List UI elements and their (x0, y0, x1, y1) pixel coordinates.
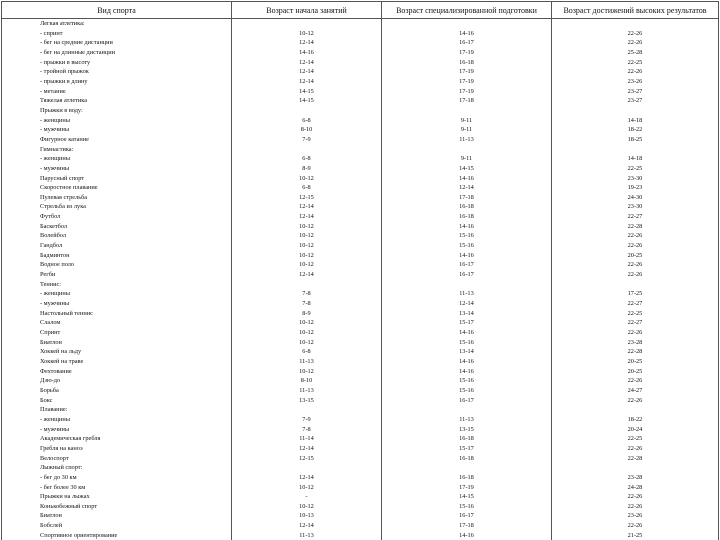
cell-start-age: 13-15 (232, 396, 382, 406)
cell-specialization-age (382, 463, 552, 473)
table-row (2, 106, 719, 116)
table-row (2, 145, 719, 155)
table-row (2, 357, 719, 367)
cell-sport: Теннис: (2, 280, 232, 290)
cell-specialization-age: 12-14 (382, 183, 552, 193)
cell-start-age: 10-12 (232, 174, 382, 184)
table-row (2, 511, 719, 521)
cell-specialization-age (382, 405, 552, 415)
cell-specialization-age: 14-16 (382, 357, 552, 367)
table-row (2, 473, 719, 483)
cell-sport: Гимнастика: (2, 145, 232, 155)
cell-specialization-age: 16-18 (382, 454, 552, 464)
cell-sport: Пулевая стрельба (2, 193, 232, 203)
cell-peak-age: 22-25 (552, 164, 719, 174)
cell-specialization-age (382, 106, 552, 116)
cell-sport: Лыжный спорт: (2, 463, 232, 473)
table-row (2, 19, 719, 29)
cell-sport: Борьба (2, 386, 232, 396)
cell-sport: Тяжелая атлетика (2, 96, 232, 106)
table-row (2, 463, 719, 473)
cell-start-age: 12-14 (232, 270, 382, 280)
cell-peak-age: 24-28 (552, 483, 719, 493)
cell-specialization-age: 15-17 (382, 318, 552, 328)
cell-specialization-age: 16-17 (382, 396, 552, 406)
cell-peak-age: 20-25 (552, 357, 719, 367)
table-row (2, 483, 719, 493)
cell-peak-age: 23-26 (552, 511, 719, 521)
cell-start-age: 12-14 (232, 77, 382, 87)
cell-peak-age: 22-25 (552, 434, 719, 444)
cell-start-age: 6-8 (232, 347, 382, 357)
cell-specialization-age: 14-16 (382, 367, 552, 377)
cell-sport: Бокс (2, 396, 232, 406)
cell-sport: - бег более 30 км (2, 483, 232, 493)
header-start-age: Возраст начала занятий (232, 2, 382, 19)
cell-peak-age: 23-27 (552, 96, 719, 106)
cell-start-age: 12-14 (232, 212, 382, 222)
header-specialization-age: Возраст специализированной подготовки (382, 2, 552, 19)
cell-sport: - мужчины (2, 125, 232, 135)
cell-peak-age: 22-26 (552, 29, 719, 39)
cell-specialization-age: 13-14 (382, 347, 552, 357)
cell-start-age (232, 280, 382, 290)
cell-peak-age: 22-26 (552, 241, 719, 251)
cell-sport: Волейбол (2, 231, 232, 241)
cell-sport: - мужчины (2, 299, 232, 309)
cell-start-age: 12-15 (232, 193, 382, 203)
table-row (2, 231, 719, 241)
cell-specialization-age: 11-13 (382, 289, 552, 299)
cell-start-age: 11-13 (232, 531, 382, 540)
cell-sport: - тройной прыжок (2, 67, 232, 77)
cell-sport: Фехтование (2, 367, 232, 377)
cell-specialization-age: 14-16 (382, 328, 552, 338)
cell-peak-age: 22-27 (552, 318, 719, 328)
cell-sport: Биатлон (2, 338, 232, 348)
cell-start-age: 12-14 (232, 521, 382, 531)
cell-sport: Велоспорт (2, 454, 232, 464)
cell-sport: Регби (2, 270, 232, 280)
cell-specialization-age: 16-18 (382, 434, 552, 444)
cell-specialization-age: 14-16 (382, 251, 552, 261)
cell-start-age: 10-12 (232, 483, 382, 493)
table-row (2, 270, 719, 280)
cell-start-age (232, 145, 382, 155)
table-row (2, 251, 719, 261)
cell-sport: Прыжки в воду: (2, 106, 232, 116)
cell-peak-age: 22-26 (552, 38, 719, 48)
table-row (2, 318, 719, 328)
header-sport: Вид спорта (2, 2, 232, 19)
cell-sport: Хоккей на льду (2, 347, 232, 357)
table-row (2, 212, 719, 222)
cell-peak-age: 22-25 (552, 309, 719, 319)
table-row (2, 502, 719, 512)
table-row (2, 328, 719, 338)
table-row (2, 125, 719, 135)
table-row (2, 154, 719, 164)
cell-specialization-age: 14-16 (382, 531, 552, 540)
table-row (2, 77, 719, 87)
cell-peak-age: 22-28 (552, 454, 719, 464)
cell-sport: Академическая гребля (2, 434, 232, 444)
cell-peak-age: 22-28 (552, 347, 719, 357)
cell-peak-age: 22-26 (552, 67, 719, 77)
cell-specialization-age: 13-14 (382, 309, 552, 319)
table-row (2, 492, 719, 502)
table-row (2, 87, 719, 97)
cell-start-age: 12-14 (232, 444, 382, 454)
cell-sport: Легкая атлетика: (2, 19, 232, 29)
cell-sport: Настольный теннис (2, 309, 232, 319)
cell-peak-age: 22-26 (552, 521, 719, 531)
cell-specialization-age: 9-11 (382, 125, 552, 135)
cell-sport: Стрельба из лука (2, 202, 232, 212)
cell-specialization-age: 16-17 (382, 270, 552, 280)
cell-sport: Гребля на каноэ (2, 444, 232, 454)
cell-sport: Гандбол (2, 241, 232, 251)
table-row (2, 309, 719, 319)
table-row (2, 338, 719, 348)
cell-sport: - мужчины (2, 164, 232, 174)
table-row (2, 116, 719, 126)
table-row (2, 367, 719, 377)
cell-sport: Скоростное плавание (2, 183, 232, 193)
table-row (2, 531, 719, 540)
table-row (2, 454, 719, 464)
table-row (2, 174, 719, 184)
cell-peak-age: 23-27 (552, 87, 719, 97)
cell-start-age: 14-15 (232, 87, 382, 97)
cell-start-age: 12-14 (232, 38, 382, 48)
cell-peak-age: 20-24 (552, 425, 719, 435)
cell-sport: Плавание: (2, 405, 232, 415)
table-row (2, 299, 719, 309)
cell-peak-age: 23-28 (552, 338, 719, 348)
table-row (2, 67, 719, 77)
cell-start-age: 14-15 (232, 96, 382, 106)
cell-sport: Спринт (2, 328, 232, 338)
cell-sport: - женщины (2, 154, 232, 164)
cell-specialization-age: 16-17 (382, 38, 552, 48)
cell-start-age: 6-8 (232, 116, 382, 126)
table-row (2, 444, 719, 454)
table-body (2, 19, 719, 540)
cell-start-age: 8-10 (232, 125, 382, 135)
cell-specialization-age: 13-15 (382, 425, 552, 435)
cell-peak-age: 22-26 (552, 231, 719, 241)
table-row (2, 193, 719, 203)
cell-specialization-age: 17-18 (382, 96, 552, 106)
table-row (2, 376, 719, 386)
cell-specialization-age: 14-16 (382, 174, 552, 184)
table-row (2, 260, 719, 270)
cell-sport: - бег на средние дистанции (2, 38, 232, 48)
cell-specialization-age: 9-11 (382, 116, 552, 126)
cell-specialization-age: 16-18 (382, 58, 552, 68)
cell-start-age: 10-12 (232, 241, 382, 251)
cell-peak-age: 22-27 (552, 212, 719, 222)
table-row (2, 289, 719, 299)
cell-start-age (232, 463, 382, 473)
cell-peak-age: 20-25 (552, 251, 719, 261)
cell-start-age: 8-9 (232, 309, 382, 319)
cell-start-age: 7-8 (232, 289, 382, 299)
cell-sport: Спортивное ориентирование (2, 531, 232, 540)
cell-start-age: 10-12 (232, 222, 382, 232)
cell-specialization-age: 17-19 (382, 67, 552, 77)
cell-specialization-age: 16-17 (382, 260, 552, 270)
cell-sport: Хоккей на траве (2, 357, 232, 367)
cell-specialization-age: 12-14 (382, 299, 552, 309)
table-row (2, 280, 719, 290)
cell-peak-age: 17-25 (552, 289, 719, 299)
cell-specialization-age: 9-11 (382, 154, 552, 164)
table-row (2, 58, 719, 68)
cell-start-age: 12-14 (232, 473, 382, 483)
table-row (2, 405, 719, 415)
table-row (2, 38, 719, 48)
cell-start-age: 10-12 (232, 318, 382, 328)
cell-specialization-age (382, 19, 552, 29)
cell-start-age: 11-14 (232, 434, 382, 444)
cell-start-age: 12-14 (232, 67, 382, 77)
cell-start-age: 6-8 (232, 154, 382, 164)
cell-sport: Футбол (2, 212, 232, 222)
cell-peak-age: 23-30 (552, 174, 719, 184)
cell-peak-age: 21-25 (552, 531, 719, 540)
cell-peak-age (552, 405, 719, 415)
cell-sport: Баскетбол (2, 222, 232, 232)
cell-specialization-age: 15-16 (382, 338, 552, 348)
cell-sport: Дзю-до (2, 376, 232, 386)
cell-start-age (232, 106, 382, 116)
cell-start-age: 12-14 (232, 202, 382, 212)
cell-sport: Конькобежный спорт (2, 502, 232, 512)
cell-peak-age: 22-25 (552, 58, 719, 68)
cell-start-age (232, 19, 382, 29)
cell-specialization-age: 15-16 (382, 376, 552, 386)
cell-peak-age: 23-26 (552, 77, 719, 87)
cell-peak-age: 22-26 (552, 270, 719, 280)
cell-start-age: 10-12 (232, 260, 382, 270)
cell-sport: Бадминтон (2, 251, 232, 261)
cell-peak-age: 14-18 (552, 116, 719, 126)
cell-peak-age: 25-28 (552, 48, 719, 58)
cell-peak-age (552, 106, 719, 116)
cell-start-age: 10-12 (232, 328, 382, 338)
header-peak-age: Возраст достижений высоких результатов (552, 2, 719, 19)
cell-specialization-age: 16-17 (382, 511, 552, 521)
cell-specialization-age: 16-18 (382, 212, 552, 222)
cell-peak-age: 23-30 (552, 202, 719, 212)
table-row (2, 48, 719, 58)
cell-peak-age: 22-26 (552, 396, 719, 406)
cell-sport: Биатлон (2, 511, 232, 521)
table-row (2, 29, 719, 39)
cell-start-age: 10-12 (232, 502, 382, 512)
table-row (2, 202, 719, 212)
cell-start-age: 12-14 (232, 58, 382, 68)
cell-specialization-age: 11-13 (382, 135, 552, 145)
cell-specialization-age: 17-18 (382, 521, 552, 531)
sports-age-table (1, 1, 719, 540)
cell-start-age: 10-13 (232, 511, 382, 521)
cell-specialization-age: 16-18 (382, 202, 552, 212)
cell-sport: Парусный спорт (2, 174, 232, 184)
cell-peak-age (552, 19, 719, 29)
cell-sport: - прыжки в высоту (2, 58, 232, 68)
cell-peak-age: 19-23 (552, 183, 719, 193)
table-header (2, 2, 719, 19)
cell-specialization-age (382, 280, 552, 290)
table-row (2, 135, 719, 145)
cell-sport: - метание (2, 87, 232, 97)
cell-specialization-age: 17-19 (382, 483, 552, 493)
cell-sport: Фигурное катание (2, 135, 232, 145)
cell-start-age: 6-8 (232, 183, 382, 193)
cell-start-age: - (232, 492, 382, 502)
cell-sport: Прыжки на лыжах (2, 492, 232, 502)
table-row (2, 347, 719, 357)
cell-peak-age: 20-25 (552, 367, 719, 377)
table-row (2, 183, 719, 193)
cell-start-age: 7-9 (232, 415, 382, 425)
table-row (2, 164, 719, 174)
cell-specialization-age: 16-18 (382, 473, 552, 483)
cell-sport: - мужчины (2, 425, 232, 435)
cell-start-age: 8-9 (232, 164, 382, 174)
cell-specialization-age: 17-18 (382, 193, 552, 203)
cell-specialization-age: 14-15 (382, 492, 552, 502)
cell-sport: - прыжки в длину (2, 77, 232, 87)
cell-specialization-age: 11-13 (382, 415, 552, 425)
cell-start-age: 10-12 (232, 338, 382, 348)
cell-sport: - женщины (2, 415, 232, 425)
cell-sport: - женщины (2, 289, 232, 299)
table-row (2, 241, 719, 251)
cell-specialization-age: 17-19 (382, 87, 552, 97)
table-row (2, 521, 719, 531)
cell-start-age: 12-15 (232, 454, 382, 464)
cell-peak-age: 18-22 (552, 415, 719, 425)
table-row (2, 434, 719, 444)
cell-start-age: 11-13 (232, 386, 382, 396)
cell-start-age: 8-10 (232, 376, 382, 386)
cell-specialization-age: 17-19 (382, 77, 552, 87)
cell-sport: - бег до 30 км (2, 473, 232, 483)
cell-start-age (232, 405, 382, 415)
table-row (2, 386, 719, 396)
cell-peak-age: 22-27 (552, 299, 719, 309)
table-row (2, 396, 719, 406)
cell-start-age: 10-12 (232, 367, 382, 377)
cell-peak-age: 22-26 (552, 492, 719, 502)
cell-peak-age: 22-28 (552, 222, 719, 232)
cell-start-age: 10-12 (232, 29, 382, 39)
cell-sport: Бобслей (2, 521, 232, 531)
cell-sport: - спринт (2, 29, 232, 39)
table-row (2, 222, 719, 232)
cell-peak-age: 22-26 (552, 376, 719, 386)
cell-peak-age: 22-26 (552, 444, 719, 454)
cell-sport: - женщины (2, 116, 232, 126)
cell-start-age: 10-12 (232, 251, 382, 261)
header-row (2, 2, 719, 19)
cell-specialization-age: 14-16 (382, 29, 552, 39)
cell-peak-age: 18-22 (552, 125, 719, 135)
cell-specialization-age: 15-16 (382, 241, 552, 251)
cell-peak-age: 23-28 (552, 473, 719, 483)
cell-specialization-age: 17-19 (382, 48, 552, 58)
cell-start-age: 10-12 (232, 231, 382, 241)
cell-peak-age (552, 280, 719, 290)
cell-peak-age: 22-26 (552, 260, 719, 270)
cell-start-age: 14-16 (232, 48, 382, 58)
cell-start-age: 7-8 (232, 425, 382, 435)
cell-peak-age: 24-30 (552, 193, 719, 203)
cell-specialization-age: 15-16 (382, 502, 552, 512)
table-row (2, 425, 719, 435)
cell-specialization-age: 14-16 (382, 222, 552, 232)
cell-start-age: 11-13 (232, 357, 382, 367)
table-row (2, 96, 719, 106)
cell-specialization-age: 15-17 (382, 444, 552, 454)
cell-sport: Водное поло (2, 260, 232, 270)
cell-peak-age: 22-26 (552, 502, 719, 512)
table-row (2, 415, 719, 425)
cell-start-age: 7-9 (232, 135, 382, 145)
cell-sport: - бег на длинные дистанции (2, 48, 232, 58)
cell-peak-age (552, 463, 719, 473)
cell-specialization-age: 15-16 (382, 231, 552, 241)
cell-peak-age: 18-25 (552, 135, 719, 145)
cell-sport: Слалом (2, 318, 232, 328)
cell-peak-age (552, 145, 719, 155)
cell-start-age: 7-8 (232, 299, 382, 309)
cell-peak-age: 24-27 (552, 386, 719, 396)
cell-specialization-age (382, 145, 552, 155)
cell-peak-age: 22-26 (552, 328, 719, 338)
cell-peak-age: 14-18 (552, 154, 719, 164)
cell-specialization-age: 14-15 (382, 164, 552, 174)
cell-specialization-age: 15-16 (382, 386, 552, 396)
